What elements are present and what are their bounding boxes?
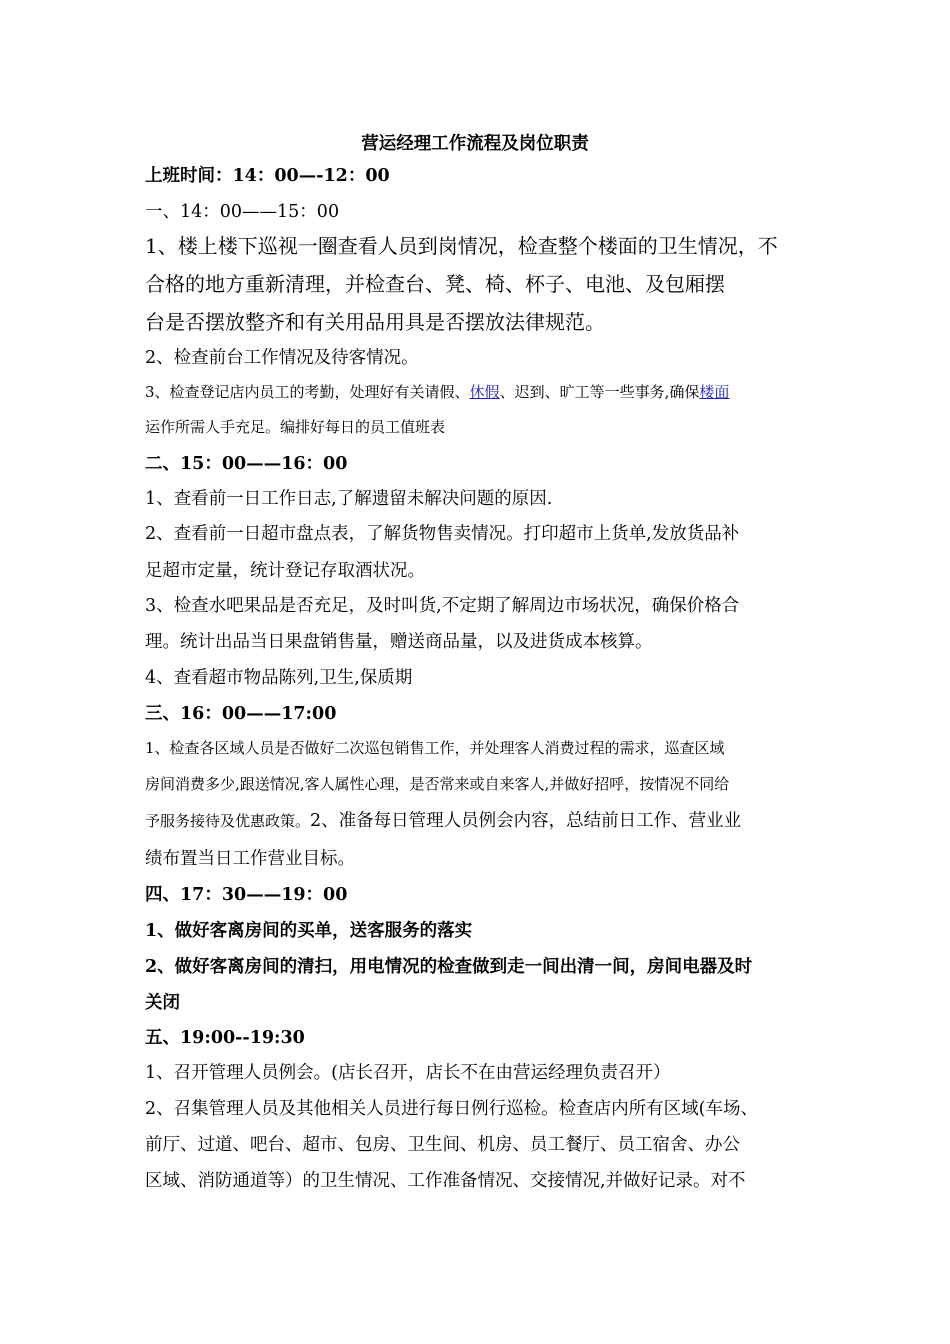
work-time: 上班时间：14：00—-12：00 [145, 166, 390, 186]
section-5-item-2-line-3: 区域、消防通道等）的卫生情况、工作准备情况、交接情况,并做好记录。对不 [145, 1171, 746, 1191]
section-3-item-2-text: 2、准备每日管理人员例会内容，总结前日工作、营业业 [310, 811, 742, 831]
section-1-item-3-text-a: 3、检查登记店内员工的考勤，处理好有关请假、 [145, 383, 470, 401]
section-1-item-2: 2、检查前台工作情况及待客情况。 [145, 348, 419, 368]
link-vacation[interactable]: 休假 [469, 383, 500, 401]
section-2-item-4: 4、查看超市物品陈列,卫生,保质期 [145, 668, 413, 688]
section-1-item-1-line-2: 合格的地方重新清理，并检查台、凳、椅、杯子、电池、及包厢摆 [145, 272, 725, 296]
section-3-item-1-line-2: 房间消费多少,跟送情况,客人属性心理，是否常来或自来客人,并做好招呼，按情况不同给 [145, 775, 730, 793]
section-5-item-1: 1、召开管理人员例会。(店长召开，店长不在由营运经理负责召开） [145, 1063, 671, 1083]
section-1-item-3-text-b: 、迟到、旷工等一些事务,确保 [499, 383, 700, 401]
section-2-item-3-line-2: 理。统计出品当日果盘销售量，赠送商品量，以及进货成本核算。 [145, 632, 653, 652]
section-3-item-1-line-3 [145, 807, 741, 832]
section-4-item-2-line-2: 关闭 [145, 993, 180, 1013]
section-1-item-1-line-3: 台是否摆放整齐和有关用品用具是否摆放法律规范。 [145, 310, 605, 334]
section-3-item-1-line-1: 1、检查各区域人员是否做好二次巡包销售工作，并处理客人消费过程的需求，巡查区域 [145, 739, 725, 757]
section-2-item-3-line-1: 3、检查水吧果品是否充足，及时叫货,不定期了解周边市场状况，确保价格合 [145, 596, 740, 616]
section-1-heading: 一、14：00——15：00 [145, 202, 340, 222]
document-title: 营运经理工作流程及岗位职责 [361, 134, 589, 154]
section-2-heading: 二、15：00——16：00 [145, 454, 348, 474]
section-1-item-1-line-1: 1、楼上楼下巡视一圈查看人员到岗情况，检查整个楼面的卫生情况，不 [145, 234, 778, 258]
section-2-item-2-line-1: 2、查看前一日超市盘点表，了解货物售卖情况。打印超市上货单,发放货品补 [145, 524, 740, 544]
section-5-item-2-line-1: 2、召集管理人员及其他相关人员进行每日例行巡检。检查店内所有区域(车场、 [145, 1099, 758, 1119]
section-3-heading: 三、16：00——17:00 [145, 704, 337, 724]
section-5-heading: 五、19:00--19:30 [145, 1028, 305, 1048]
link-floor[interactable]: 楼面 [699, 383, 730, 401]
section-2-item-1: 1、查看前一日工作日志,了解遗留未解决问题的原因. [145, 489, 553, 509]
section-4-item-1: 1、做好客离房间的买单，送客服务的落实 [145, 921, 473, 941]
section-1-item-3-line-1 [145, 381, 729, 402]
section-4-item-2-line-1: 2、做好客离房间的清扫，用电情况的检查做到走一间出清一间，房间电器及时 [145, 957, 753, 977]
section-4-heading: 四、17：30——19：00 [145, 885, 348, 905]
section-3-item-2-line-2: 绩布置当日工作营业目标。 [145, 849, 355, 869]
section-2-item-2-line-2: 足超市定量，统计登记存取酒状况。 [145, 561, 425, 581]
section-3-item-1-text-a: 予服务接待及优惠政策。 [145, 812, 311, 830]
section-1-item-3-line-2: 运作所需人手充足。编排好每日的员工值班表 [145, 418, 446, 436]
section-5-item-2-line-2: 前厅、过道、吧台、超市、包房、卫生间、机房、员工餐厅、员工宿舍、办公 [145, 1135, 740, 1155]
